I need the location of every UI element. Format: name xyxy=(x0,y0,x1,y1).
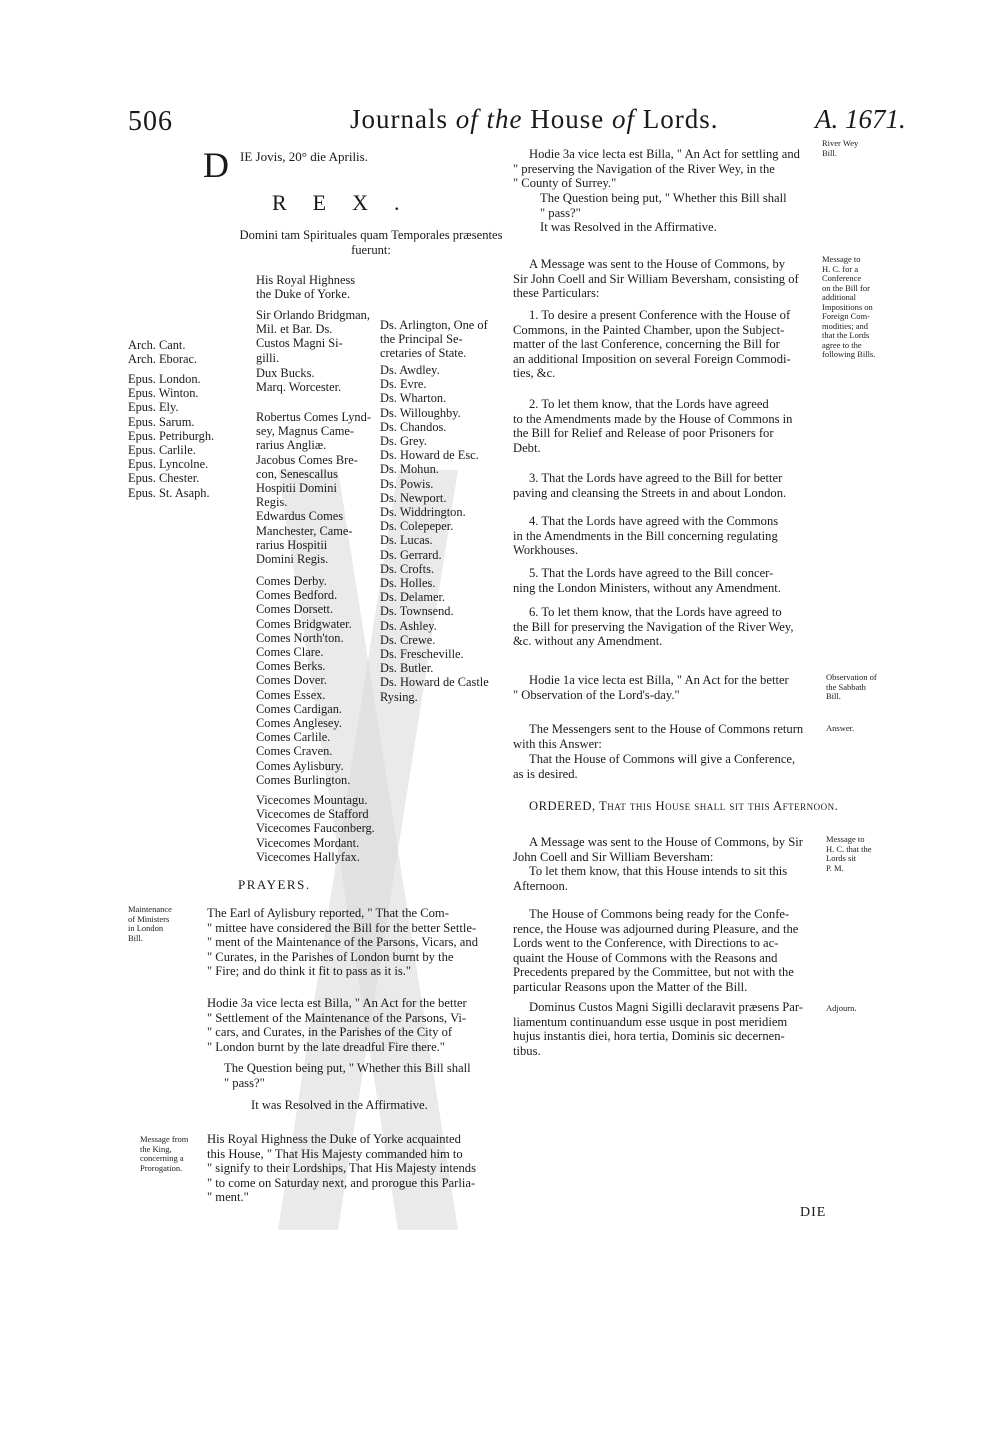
dominus-paragraph xyxy=(513,1000,820,1058)
date-heading: IE Jovis, 20° die Aprilis. xyxy=(240,149,368,164)
margin-note-line: Bill. xyxy=(128,932,143,943)
prayers-heading: PRAYERS. xyxy=(238,877,311,892)
text-line: Hodie 3a vice lecta est Billa, " An Act for settling and xyxy=(529,147,800,161)
officer-line: Regis. xyxy=(256,495,288,510)
rex-heading: REX. xyxy=(272,190,426,215)
margin-note-line: concerning a xyxy=(140,1153,184,1163)
text-line: particular Reasons upon the Matter of the Bill. xyxy=(513,979,748,994)
resolved-right: It was Resolved in the Affirmative. xyxy=(540,220,717,234)
vicecomes-item: Vicecomes de Stafford xyxy=(256,807,369,822)
text-line: the Bill for Relief and Release of poor Prisoners for xyxy=(513,426,774,441)
dux-marq-line: Marq. Worcester. xyxy=(256,380,342,395)
margin-note-line: additional xyxy=(822,292,856,302)
officer-line: sey, Magnus Came- xyxy=(256,424,354,439)
comes-item: Comes Craven. xyxy=(256,744,333,759)
baron-item: Rysing. xyxy=(380,689,418,704)
margin-note-line: H. C. that the xyxy=(826,843,872,854)
text-line: paving and cleansing the Streets in and about London. xyxy=(513,485,787,500)
officer-line: Jacobus Comes Bre- xyxy=(256,452,358,467)
comes-item: Comes Bridgwater. xyxy=(256,616,352,631)
text-line: " pass?" xyxy=(540,205,581,220)
margin-note-river xyxy=(822,139,882,158)
epus-item: Epus. St. Asaph. xyxy=(128,485,210,500)
text-line: 2. To let them know, that the Lords have agreed xyxy=(529,397,769,411)
comes-item: Comes Dorsett. xyxy=(256,602,334,617)
officer-line: Hospitii Domini xyxy=(256,481,337,496)
text-line: " preserving the Navigation of the River Wey, in the xyxy=(513,161,775,176)
margin-note-line: following Bills. xyxy=(822,349,876,359)
arlington-line: cretaries of State. xyxy=(380,346,467,361)
item-1 xyxy=(513,308,820,381)
message-sit-text xyxy=(513,864,820,893)
text-line: this House, " That His Majesty commanded him to xyxy=(207,1146,463,1161)
text-line: " County of Surrey." xyxy=(513,176,617,191)
baron-item: Ds. Holles. xyxy=(380,576,436,591)
text-line: the Bill for preserving the Navigation of the River Wey, xyxy=(513,619,794,634)
dux-marq-block xyxy=(256,366,341,394)
baron-item: Ds. Townsend. xyxy=(380,604,454,619)
epus-item: Epus. Ely. xyxy=(128,400,179,415)
item-2 xyxy=(513,397,820,455)
margin-note-line: Maintenance xyxy=(128,904,172,914)
text-line: 1. To desire a present Conference with the House of xyxy=(529,308,791,322)
title-word: of xyxy=(455,104,479,134)
comes-item: Comes Carlile. xyxy=(256,730,331,745)
text-line: with this Answer: xyxy=(513,736,602,751)
text-line: in the Amendments in the Bill concerning regulating xyxy=(513,528,778,543)
text-line: " mittee have considered the Bill for the better Settle- xyxy=(207,920,477,935)
title-word: of xyxy=(612,104,636,134)
margin-note-line: Message from xyxy=(140,1134,189,1144)
margin-note-line: that the Lords xyxy=(822,330,870,340)
comes-item: Comes Dover. xyxy=(256,673,327,688)
question-put-right xyxy=(540,191,820,220)
baron-item: Ds. Powis. xyxy=(380,476,434,491)
text-line: " to come on Saturday next, and prorogue this Parlia- xyxy=(207,1175,476,1190)
text-line: The Messengers sent to the House of Commons return xyxy=(529,722,804,736)
text-line: " pass?" xyxy=(224,1075,265,1090)
margin-note-line: Lords sit xyxy=(826,853,856,863)
catchword: DIE xyxy=(800,1205,827,1220)
river-wey-reading xyxy=(513,147,820,191)
barons-list xyxy=(380,363,489,704)
comes-item: Comes Aylisbury. xyxy=(256,758,344,773)
margin-note-line: the King, xyxy=(140,1143,172,1154)
bridgman-line: Mil. et Bar. Ds. xyxy=(256,322,333,337)
text-line: an additional Imposition on several Foreign Commodi- xyxy=(513,351,791,366)
baron-item: Ds. Frescheville. xyxy=(380,647,464,662)
text-line: to the Amendments made by the House of Commons in xyxy=(513,411,793,426)
text-line: matter of the last Conference, concerning the Bill for xyxy=(513,337,780,352)
margin-note-line: H. C. for a xyxy=(822,263,859,274)
baron-item: Ds. Crofts. xyxy=(380,561,435,576)
officer-line: Robertus Comes Lynd- xyxy=(256,410,371,424)
item-3 xyxy=(513,471,820,500)
margin-note-adjourn xyxy=(826,1004,886,1014)
officer-line: rarius Angliæ. xyxy=(256,438,327,453)
margin-note-line: agree to the xyxy=(822,339,862,350)
baron-item: Ds. Howard de Castle xyxy=(380,675,489,690)
text-line: ning the London Ministers, without any Amendment. xyxy=(513,580,781,595)
margin-note-line: Impositions on xyxy=(822,301,873,312)
margin-note-line: Bill. xyxy=(826,691,841,701)
text-line: " Settlement of the Maintenance of the Parsons, Vi- xyxy=(207,1010,467,1025)
officer-line: Edwardus Comes xyxy=(256,509,344,524)
text-line: Lords went to the Conference, with Directions to ac- xyxy=(513,936,779,951)
duke-line: His Royal Highness xyxy=(256,273,356,287)
messengers-return xyxy=(513,722,820,751)
item-6 xyxy=(513,605,820,649)
comes-item: Comes Anglesey. xyxy=(256,716,342,731)
text-line: &c. without any Amendment. xyxy=(513,634,663,649)
text-line: rence, the House was adjourned during Pleasure, and the xyxy=(513,921,799,936)
margin-note-line: Conference xyxy=(822,273,862,283)
text-line: Workhouses. xyxy=(513,543,579,558)
question-put xyxy=(224,1061,507,1090)
text-line: Sir John Coell and Sir William Beversham, consisting of xyxy=(513,271,799,286)
text-line: Debt. xyxy=(513,440,541,455)
answer-text xyxy=(513,752,820,781)
lords-day-reading xyxy=(513,673,820,702)
title-word: House xyxy=(530,104,605,134)
text-line: Dominus Custos Magni Sigilli declaravit præsens Par- xyxy=(529,1000,803,1014)
text-line: To let them know, that this House intends to sit this xyxy=(529,864,788,878)
text-line: " cars, and Curates, in the Parishes of the City of xyxy=(207,1025,453,1040)
text-line: quaint the House of Commons with the Reasons and xyxy=(513,950,778,965)
title-word: the xyxy=(486,104,523,134)
margin-note-line: modities; and xyxy=(822,320,869,331)
officer-line: con, Senescallus xyxy=(256,466,338,481)
bridgman-line: gilli. xyxy=(256,350,280,365)
baron-item: Ds. Delamer. xyxy=(380,590,446,605)
vicecomes-item: Vicecomes Mountagu. xyxy=(256,793,368,807)
baron-item: Ds. Widdrington. xyxy=(380,505,466,520)
bridgman-line: Custos Magni Si- xyxy=(256,336,343,351)
baron-item: Ds. Butler. xyxy=(380,661,434,676)
baron-item: Ds. Howard de Esc. xyxy=(380,448,479,463)
comes-item: Comes Clare. xyxy=(256,645,324,660)
text-line: The Earl of Aylisbury reported, " That the Com- xyxy=(207,906,449,920)
text-line: " Fire; and do think it fit to pass as it is." xyxy=(207,964,412,979)
comites-list xyxy=(256,574,352,787)
comes-item: Comes Derby. xyxy=(256,574,327,588)
epus-list xyxy=(128,372,214,500)
text-line: A Message was sent to the House of Commons, by Sir xyxy=(529,835,803,849)
arch-item: Arch. Eborac. xyxy=(128,352,198,367)
baron-item: Ds. Wharton. xyxy=(380,391,447,406)
text-line: That the House of Commons will give a Conference, xyxy=(529,752,796,766)
domini-line: Domini tam Spirituales quam Temporales præsentes fuerunt: xyxy=(239,228,503,257)
title-word: Lords. xyxy=(642,104,719,134)
baron-item: Ds. Willoughby. xyxy=(380,405,461,420)
vicecomes-item: Vicecomes Mordant. xyxy=(256,835,360,850)
margin-note-line: Foreign Com- xyxy=(822,311,870,321)
duke-block xyxy=(256,273,355,301)
epus-item: Epus. London. xyxy=(128,372,201,386)
text-line: Hodie 1a vice lecta est Billa, " An Act for the better xyxy=(529,673,789,687)
text-line: " ment." xyxy=(207,1190,249,1205)
running-title xyxy=(350,104,719,135)
text-line: liamentum continuandum esse usque in post meridiem xyxy=(513,1014,788,1029)
text-line: " London burnt by the late dreadful Fire there." xyxy=(207,1039,445,1054)
item-4 xyxy=(513,514,820,558)
baron-item: Ds. Ashley. xyxy=(380,618,437,633)
hodie-third-reading xyxy=(207,996,507,1054)
duke-acquainted xyxy=(207,1132,507,1205)
margin-note-line: on the Bill for xyxy=(822,282,870,293)
margin-note-line: in London xyxy=(128,923,164,933)
arch-item: Arch. Cant. xyxy=(128,338,186,352)
margin-note-line: Message to xyxy=(822,254,861,264)
text-line: A Message was sent to the House of Commons, by xyxy=(529,257,786,271)
margin-note-message1 xyxy=(822,255,890,360)
text-line: 3. That the Lords have agreed to the Bill for better xyxy=(529,471,783,485)
margin-note-message2 xyxy=(826,835,888,873)
margin-note-sabbath xyxy=(826,673,896,702)
epus-item: Epus. Petriburgh. xyxy=(128,428,215,443)
margin-note-line: of Ministers xyxy=(128,913,170,924)
officer-line: rarius Hospitii xyxy=(256,537,328,552)
baron-item: Ds. Evre. xyxy=(380,377,427,392)
text-line: tibus. xyxy=(513,1043,541,1058)
margin-note-line: P. M. xyxy=(826,862,844,873)
text-line: " Curates, in the Parishes of London burnt by the xyxy=(207,949,454,964)
text-line: The Question being put, " Whether this Bill shall xyxy=(540,191,787,205)
comes-item: Comes Berks. xyxy=(256,659,326,674)
margin-note-line: Prorogation. xyxy=(140,1162,183,1173)
arlington-line: Ds. Arlington, One of xyxy=(380,318,488,332)
text-line: " Observation of the Lord's-day." xyxy=(513,687,680,702)
epus-item: Epus. Chester. xyxy=(128,471,200,486)
text-line: Commons, in the Painted Chamber, upon the Subject- xyxy=(513,322,785,337)
margin-note-line: Answer. xyxy=(826,723,855,733)
baron-item: Ds. Lucas. xyxy=(380,533,433,548)
baron-item: Ds. Newport. xyxy=(380,490,447,505)
page-number: 506 xyxy=(128,106,173,137)
baron-item: Ds. Colepeper. xyxy=(380,519,454,534)
comes-item: Comes Burlington. xyxy=(256,772,351,787)
text-line: 4. That the Lords have agreed with the Commons xyxy=(529,514,779,528)
text-line: Hodie 3a vice lecta est Billa, " An Act for the better xyxy=(207,996,467,1010)
baron-item: Ds. Grey. xyxy=(380,434,428,449)
earl-report xyxy=(207,906,507,979)
text-line: The Question being put, " Whether this Bill shall xyxy=(224,1061,471,1075)
year: A. 1671. xyxy=(815,104,906,134)
resolved-line: It was Resolved in the Affirmative. xyxy=(251,1098,428,1112)
officer-line: Domini Regis. xyxy=(256,552,329,567)
margin-note-answer xyxy=(826,724,886,734)
arlington-line: the Principal Se- xyxy=(380,332,463,347)
dux-marq-line: Dux Bucks. xyxy=(256,366,315,380)
ordered-line: ORDERED, That this House shall sit this Afternoon. xyxy=(529,799,839,813)
margin-note-maintenance xyxy=(128,905,198,943)
margin-note-line: the Sabbath xyxy=(826,681,866,692)
text-line: " ment of the Maintenance of the Parsons, Vicars, and xyxy=(207,935,478,950)
bridgman-block xyxy=(256,308,370,365)
vicecomites-list xyxy=(256,793,375,864)
duke-line: the Duke of Yorke. xyxy=(256,287,350,302)
bridgman-line: Sir Orlando Bridgman, xyxy=(256,308,370,322)
text-line: as is desired. xyxy=(513,766,578,781)
arch-list xyxy=(128,338,197,366)
title-word: Journals xyxy=(350,104,448,134)
die-initial: D xyxy=(203,145,229,185)
text-line: John Coell and Sir William Beversham: xyxy=(513,849,714,864)
text-line: hujus instantis diei, hora tertia, Dominis sic decernen- xyxy=(513,1029,785,1044)
text-line: these Particulars: xyxy=(513,286,600,301)
text-line: Precedents prepared by the Committee, but not with the xyxy=(513,965,794,980)
vicecomes-item: Vicecomes Fauconberg. xyxy=(256,821,375,836)
baron-item: Ds. Awdley. xyxy=(380,363,440,377)
baron-item: Ds. Mohun. xyxy=(380,462,439,477)
officers-block xyxy=(256,410,371,566)
comes-item: Comes Essex. xyxy=(256,687,326,702)
margin-note-line: Message to xyxy=(826,834,865,844)
text-line: 6. To let them know, that the Lords have agreed to xyxy=(529,605,782,619)
epus-item: Epus. Sarum. xyxy=(128,414,195,429)
arlington-block xyxy=(380,318,488,361)
comes-item: Comes North'ton. xyxy=(256,630,344,645)
margin-note-line: River Wey xyxy=(822,138,859,148)
text-line: The House of Commons being ready for the Confe- xyxy=(529,907,790,921)
text-line: ties, &c. xyxy=(513,366,556,381)
message-commons xyxy=(513,257,820,301)
officer-line: Manchester, Came- xyxy=(256,523,353,538)
text-line: Afternoon. xyxy=(513,878,568,893)
baron-item: Ds. Chandos. xyxy=(380,419,447,434)
vicecomes-item: Vicecomes Hallyfax. xyxy=(256,849,360,864)
text-line: 5. That the Lords have agreed to the Bill concer- xyxy=(529,566,774,580)
epus-item: Epus. Carlile. xyxy=(128,443,196,458)
margin-note-line: Bill. xyxy=(822,147,837,158)
epus-item: Epus. Lyncolne. xyxy=(128,457,209,472)
text-line: " signify to their Lordships, That His Majesty intends xyxy=(207,1161,477,1176)
margin-note-line: Observation of xyxy=(826,672,877,682)
message-sit xyxy=(513,835,820,864)
margin-note-message-king xyxy=(140,1135,204,1173)
comes-item: Comes Cardigan. xyxy=(256,701,343,716)
comes-item: Comes Bedford. xyxy=(256,588,338,603)
baron-item: Ds. Crewe. xyxy=(380,632,436,647)
item-5 xyxy=(513,566,820,595)
text-line: His Royal Highness the Duke of Yorke acquainted xyxy=(207,1132,461,1146)
epus-item: Epus. Winton. xyxy=(128,386,199,401)
baron-item: Ds. Gerrard. xyxy=(380,547,442,562)
conference-paragraph xyxy=(513,907,820,995)
margin-note-line: Adjourn. xyxy=(826,1003,857,1013)
